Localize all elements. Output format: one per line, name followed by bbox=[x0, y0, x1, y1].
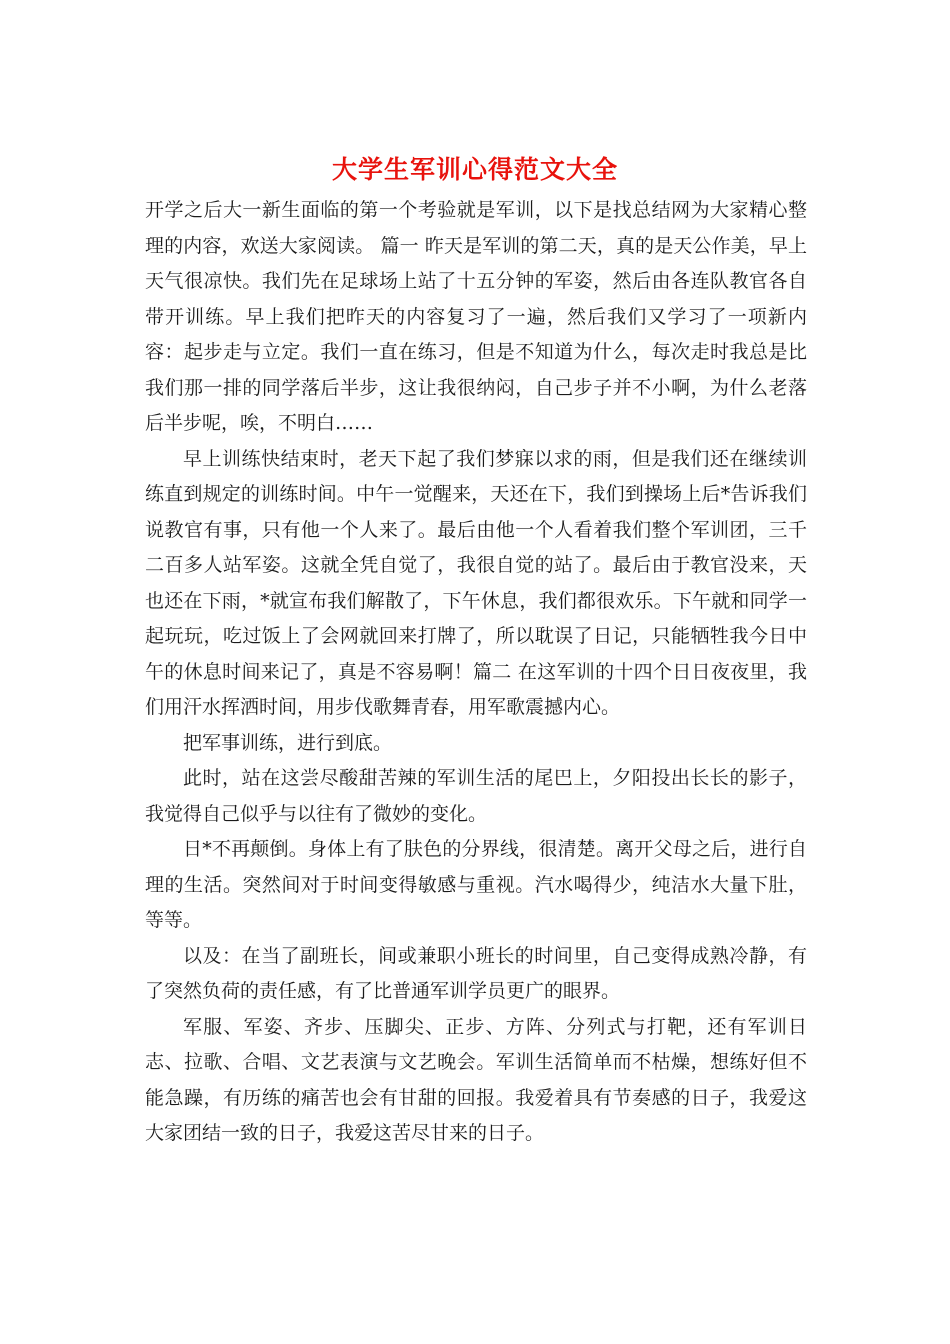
paragraph-7: 军服、军姿、齐步、压脚尖、正步、方阵、分列式与打靶，还有军训日志、拉歌、合唱、文艺表演与文艺晚会。军训生活简单而不枯燥，想练好但不能急躁，有历练的痛苦也会有甘甜的回报。我爱着具有节奏感的日子，我爱这大家团结一致的日子，我爱这苦尽甘来的日子。 bbox=[145, 1015, 807, 1144]
paragraph-5: 日*不再颠倒。身体上有了肤色的分界线，很清楚。离开父母之后，进行自理的生活。突然间对于时间变得敏感与重视。汽水喝得少，纯洁水大量下肚，等等。 bbox=[145, 838, 807, 931]
paragraph-2: 早上训练快结束时，老天下起了我们梦寐以求的雨，但是我们还在继续训练直到规定的训练时间。中午一觉醒来，天还在下，我们到操场上后*告诉我们说教官有事，只有他一个人来了。最后由他一个人看着我们整个军训团，三千二百多人站军姿。这就全凭自觉了，我很自觉的站了。最后由于教官没来，天也还在下雨，*就宣布我们解散了，下午休息，我们都很欢乐。下午就和同学一起玩玩，吃过饭上了会网就回来打牌了，所以耽误了日记，只能牺牲我今日中午的休息时间来记了，真是不容易啊！篇二 在这军训的十四个日日夜夜里，我们用汗水挥洒时间，用步伐歌舞青春，用军歌震撼内心。 bbox=[145, 447, 807, 718]
paragraph-3: 把军事训练，进行到底。 bbox=[183, 731, 393, 754]
document-title: 大学生军训心得范文大全 bbox=[331, 155, 618, 184]
document-body bbox=[145, 193, 807, 1152]
paragraph-1: 开学之后大一新生面临的第一个考验就是军训，以下是找总结网为大家精心整理的内容，欢送大家阅读。 篇一 昨天是军训的第二天，真的是天公作美，早上天气很凉快。我们先在足球场上站了十五分钟的军姿，然后由各连队教官各自带开训练。早上我们把昨天的内容复习了一遍，然后我们又学习了一项新内容：起步走与立定。我们一直在练习，但是不知道为什么，每次走时我总是比我们那一排的同学落后半步，这让我很纳闷，自己步子并不小啊，为什么老落后半步呢，唉，不明白…… bbox=[145, 199, 807, 434]
paragraph-6: 以及：在当了副班长，间或兼职小班长的时间里，自己变得成熟冷静，有了突然负荷的责任感，有了比普通军训学员更广的眼界。 bbox=[145, 944, 807, 1002]
paragraph-4: 此时，站在这尝尽酸甜苦辣的军训生活的尾巴上，夕阳投出长长的影子，我觉得自己似乎与以往有了微妙的变化。 bbox=[145, 767, 807, 825]
